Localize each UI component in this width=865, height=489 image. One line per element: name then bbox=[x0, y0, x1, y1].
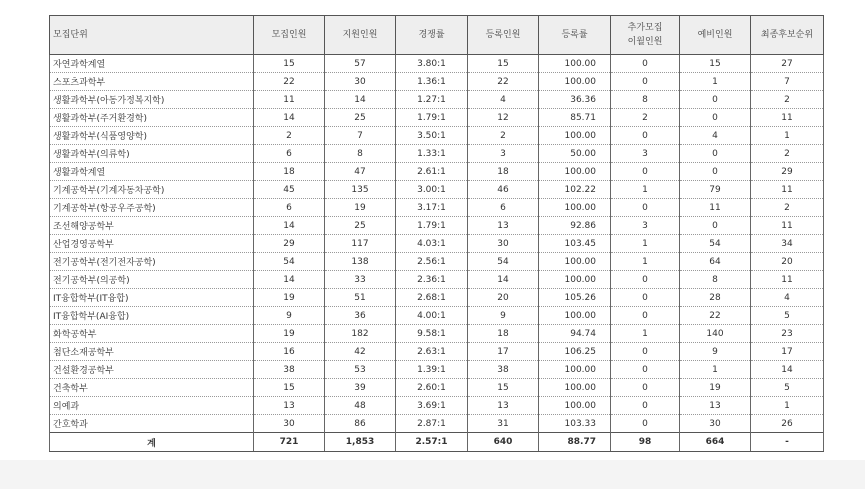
table-cell: 3.50:1 bbox=[396, 127, 468, 145]
table-cell: 5 bbox=[751, 379, 824, 397]
table-cell: 2.60:1 bbox=[396, 379, 468, 397]
table-cell: 2 bbox=[468, 127, 539, 145]
table-cell: 22 bbox=[680, 307, 751, 325]
table-cell: 105.26 bbox=[539, 289, 611, 307]
table-cell: 18 bbox=[468, 163, 539, 181]
table-row bbox=[50, 55, 824, 73]
total-cell: 640 bbox=[468, 433, 539, 452]
table-cell: 19 bbox=[325, 199, 396, 217]
table-cell: 2.87:1 bbox=[396, 415, 468, 433]
table-cell: 1 bbox=[751, 397, 824, 415]
table-cell: 30 bbox=[680, 415, 751, 433]
table-cell: 23 bbox=[751, 325, 824, 343]
table-cell: 138 bbox=[325, 253, 396, 271]
table-cell: 26 bbox=[751, 415, 824, 433]
table-cell: 0 bbox=[611, 73, 680, 91]
table-row bbox=[50, 73, 824, 91]
table-cell: 2 bbox=[751, 91, 824, 109]
table-cell: 4 bbox=[751, 289, 824, 307]
table-cell: 54 bbox=[680, 235, 751, 253]
table-cell: 14 bbox=[325, 91, 396, 109]
table-cell: 6 bbox=[254, 199, 325, 217]
table-cell: 1 bbox=[611, 253, 680, 271]
table-cell: 2 bbox=[611, 109, 680, 127]
table-cell: 1.27:1 bbox=[396, 91, 468, 109]
table-cell: 0 bbox=[611, 163, 680, 181]
table-cell: 100.00 bbox=[539, 199, 611, 217]
header-unit: 모집단위 bbox=[50, 16, 254, 55]
table-cell: 3.17:1 bbox=[396, 199, 468, 217]
table-cell: 1 bbox=[751, 127, 824, 145]
table-cell: 0 bbox=[611, 361, 680, 379]
table-cell: 29 bbox=[751, 163, 824, 181]
row-unit-name: 전기공학부(의공학) bbox=[50, 271, 254, 289]
table-cell: 0 bbox=[611, 343, 680, 361]
row-unit-name: 생활과학부(아동가정복지학) bbox=[50, 91, 254, 109]
table-cell: 102.22 bbox=[539, 181, 611, 199]
header-quota: 모집인원 bbox=[254, 16, 325, 55]
row-unit-name: 전기공학부(전기전자공학) bbox=[50, 253, 254, 271]
table-cell: 103.33 bbox=[539, 415, 611, 433]
table-row bbox=[50, 289, 824, 307]
table-cell: 13 bbox=[468, 217, 539, 235]
table-cell: 38 bbox=[254, 361, 325, 379]
table-body bbox=[50, 55, 824, 452]
table-cell: 13 bbox=[468, 397, 539, 415]
table-cell: 12 bbox=[468, 109, 539, 127]
table-cell: 7 bbox=[751, 73, 824, 91]
table-cell: 100.00 bbox=[539, 55, 611, 73]
table-cell: 8 bbox=[325, 145, 396, 163]
table-cell: 100.00 bbox=[539, 73, 611, 91]
row-unit-name: 화학공학부 bbox=[50, 325, 254, 343]
table-cell: 14 bbox=[254, 109, 325, 127]
table-cell: 1.39:1 bbox=[396, 361, 468, 379]
table-cell: 85.71 bbox=[539, 109, 611, 127]
table-cell: 86 bbox=[325, 415, 396, 433]
table-cell: 3 bbox=[611, 217, 680, 235]
row-unit-name: 생활과학부(의류학) bbox=[50, 145, 254, 163]
table-row bbox=[50, 253, 824, 271]
total-cell: 664 bbox=[680, 433, 751, 452]
table-cell: 2.63:1 bbox=[396, 343, 468, 361]
table-cell: 100.00 bbox=[539, 307, 611, 325]
total-label: 계 bbox=[50, 433, 254, 452]
table-cell: 100.00 bbox=[539, 379, 611, 397]
table-cell: 30 bbox=[468, 235, 539, 253]
table-cell: 31 bbox=[468, 415, 539, 433]
table-cell: 2 bbox=[751, 145, 824, 163]
table-cell: 182 bbox=[325, 325, 396, 343]
table-cell: 13 bbox=[254, 397, 325, 415]
table-cell: 64 bbox=[680, 253, 751, 271]
table-cell: 15 bbox=[254, 55, 325, 73]
table-cell: 15 bbox=[254, 379, 325, 397]
table-cell: 100.00 bbox=[539, 397, 611, 415]
table-cell: 33 bbox=[325, 271, 396, 289]
table-cell: 8 bbox=[680, 271, 751, 289]
total-cell: 2.57:1 bbox=[396, 433, 468, 452]
table-cell: 20 bbox=[468, 289, 539, 307]
table-cell: 100.00 bbox=[539, 163, 611, 181]
table-cell: 20 bbox=[751, 253, 824, 271]
table-cell: 30 bbox=[254, 415, 325, 433]
table-cell: 46 bbox=[468, 181, 539, 199]
table-cell: 29 bbox=[254, 235, 325, 253]
row-unit-name: 기계공학부(기계자동차공학) bbox=[50, 181, 254, 199]
row-unit-name: 자연과학계열 bbox=[50, 55, 254, 73]
table-cell: 25 bbox=[325, 109, 396, 127]
table-row bbox=[50, 181, 824, 199]
table-cell: 53 bbox=[325, 361, 396, 379]
table-cell: 100.00 bbox=[539, 127, 611, 145]
table-cell: 13 bbox=[680, 397, 751, 415]
admission-results-table bbox=[49, 15, 824, 452]
row-unit-name: 산업경영공학부 bbox=[50, 235, 254, 253]
table-cell: 17 bbox=[751, 343, 824, 361]
table-cell: 0 bbox=[680, 163, 751, 181]
header-carryover: 추가모집 이월인원 bbox=[611, 16, 680, 55]
table-row bbox=[50, 235, 824, 253]
table-cell: 1.79:1 bbox=[396, 109, 468, 127]
table-cell: 16 bbox=[254, 343, 325, 361]
total-cell: 98 bbox=[611, 433, 680, 452]
table-cell: 11 bbox=[680, 199, 751, 217]
table-cell: 92.86 bbox=[539, 217, 611, 235]
table-cell: 17 bbox=[468, 343, 539, 361]
table-cell: 2 bbox=[751, 199, 824, 217]
table-row bbox=[50, 325, 824, 343]
table-cell: 22 bbox=[254, 73, 325, 91]
table-row bbox=[50, 271, 824, 289]
table-cell: 11 bbox=[751, 181, 824, 199]
total-cell: 88.77 bbox=[539, 433, 611, 452]
table-cell: 14 bbox=[254, 217, 325, 235]
table-row bbox=[50, 379, 824, 397]
table-cell: 0 bbox=[680, 109, 751, 127]
table-cell: 9 bbox=[468, 307, 539, 325]
table-cell: 15 bbox=[468, 55, 539, 73]
header-enrolled: 등록인원 bbox=[468, 16, 539, 55]
table-cell: 1 bbox=[680, 73, 751, 91]
table-cell: 135 bbox=[325, 181, 396, 199]
table-cell: 9 bbox=[680, 343, 751, 361]
table-cell: 1.36:1 bbox=[396, 73, 468, 91]
table-cell: 50.00 bbox=[539, 145, 611, 163]
table-cell: 27 bbox=[751, 55, 824, 73]
row-unit-name: 건설환경공학부 bbox=[50, 361, 254, 379]
table-cell: 19 bbox=[254, 325, 325, 343]
table-cell: 3.00:1 bbox=[396, 181, 468, 199]
table-row bbox=[50, 91, 824, 109]
table-cell: 0 bbox=[611, 415, 680, 433]
table-cell: 6 bbox=[468, 199, 539, 217]
table-cell: 39 bbox=[325, 379, 396, 397]
table-cell: 3 bbox=[611, 145, 680, 163]
table-cell: 0 bbox=[611, 199, 680, 217]
table-cell: 18 bbox=[254, 163, 325, 181]
table-cell: 0 bbox=[611, 397, 680, 415]
table-cell: 100.00 bbox=[539, 361, 611, 379]
table-cell: 4 bbox=[680, 127, 751, 145]
table-cell: 4.00:1 bbox=[396, 307, 468, 325]
table-row bbox=[50, 145, 824, 163]
table-cell: 45 bbox=[254, 181, 325, 199]
table-cell: 6 bbox=[254, 145, 325, 163]
table-cell: 0 bbox=[611, 379, 680, 397]
table-cell: 22 bbox=[468, 73, 539, 91]
table-row bbox=[50, 415, 824, 433]
table-cell: 3 bbox=[468, 145, 539, 163]
table-cell: 1 bbox=[611, 181, 680, 199]
row-unit-name: 간호학과 bbox=[50, 415, 254, 433]
table-cell: 103.45 bbox=[539, 235, 611, 253]
header-applicants: 지원인원 bbox=[325, 16, 396, 55]
table-cell: 8 bbox=[611, 91, 680, 109]
table-cell: 4 bbox=[468, 91, 539, 109]
table-row bbox=[50, 217, 824, 235]
table-header-row bbox=[50, 16, 824, 55]
table-cell: 15 bbox=[680, 55, 751, 73]
table-cell: 51 bbox=[325, 289, 396, 307]
table-row bbox=[50, 199, 824, 217]
table-cell: 94.74 bbox=[539, 325, 611, 343]
table-cell: 0 bbox=[680, 145, 751, 163]
table-cell: 0 bbox=[611, 289, 680, 307]
total-row bbox=[50, 433, 824, 452]
table-cell: 25 bbox=[325, 217, 396, 235]
table-cell: 100.00 bbox=[539, 271, 611, 289]
table-row bbox=[50, 343, 824, 361]
row-unit-name: IT융합학부(AI융합) bbox=[50, 307, 254, 325]
table-cell: 100.00 bbox=[539, 253, 611, 271]
table-cell: 0 bbox=[611, 271, 680, 289]
table-cell: 1 bbox=[611, 325, 680, 343]
table-cell: 11 bbox=[751, 271, 824, 289]
total-cell: 1,853 bbox=[325, 433, 396, 452]
table-cell: 1.79:1 bbox=[396, 217, 468, 235]
table-cell: 19 bbox=[254, 289, 325, 307]
header-competition-rate: 경쟁률 bbox=[396, 16, 468, 55]
table-row bbox=[50, 127, 824, 145]
table-cell: 0 bbox=[611, 55, 680, 73]
table-cell: 54 bbox=[468, 253, 539, 271]
table-cell: 57 bbox=[325, 55, 396, 73]
table-cell: 5 bbox=[751, 307, 824, 325]
table-cell: 11 bbox=[751, 109, 824, 127]
table-cell: 19 bbox=[680, 379, 751, 397]
table-cell: 117 bbox=[325, 235, 396, 253]
table-cell: 3.69:1 bbox=[396, 397, 468, 415]
table-cell: 34 bbox=[751, 235, 824, 253]
table-cell: 2.36:1 bbox=[396, 271, 468, 289]
table-cell: 36.36 bbox=[539, 91, 611, 109]
table-cell: 0 bbox=[680, 91, 751, 109]
row-unit-name: 생활과학계열 bbox=[50, 163, 254, 181]
table-cell: 106.25 bbox=[539, 343, 611, 361]
table-cell: 9 bbox=[254, 307, 325, 325]
table-cell: 2 bbox=[254, 127, 325, 145]
table-cell: 1.33:1 bbox=[396, 145, 468, 163]
row-unit-name: 기계공학부(항공우주공학) bbox=[50, 199, 254, 217]
table-cell: 0 bbox=[611, 307, 680, 325]
table-cell: 30 bbox=[325, 73, 396, 91]
table-cell: 2.56:1 bbox=[396, 253, 468, 271]
row-unit-name: 건축학부 bbox=[50, 379, 254, 397]
table-cell: 28 bbox=[680, 289, 751, 307]
row-unit-name: 생활과학부(주거환경학) bbox=[50, 109, 254, 127]
table-cell: 2.68:1 bbox=[396, 289, 468, 307]
row-unit-name: IT융합학부(IT융합) bbox=[50, 289, 254, 307]
table-cell: 42 bbox=[325, 343, 396, 361]
header-waitlist: 예비인원 bbox=[680, 16, 751, 55]
table-cell: 11 bbox=[254, 91, 325, 109]
table-cell: 48 bbox=[325, 397, 396, 415]
table-row bbox=[50, 163, 824, 181]
table-cell: 38 bbox=[468, 361, 539, 379]
table-cell: 79 bbox=[680, 181, 751, 199]
table-cell: 140 bbox=[680, 325, 751, 343]
table-cell: 1 bbox=[611, 235, 680, 253]
header-enrollment-rate: 등록률 bbox=[539, 16, 611, 55]
table-cell: 18 bbox=[468, 325, 539, 343]
table-cell: 14 bbox=[254, 271, 325, 289]
table-cell: 11 bbox=[751, 217, 824, 235]
row-unit-name: 의예과 bbox=[50, 397, 254, 415]
table-cell: 1 bbox=[680, 361, 751, 379]
table-cell: 36 bbox=[325, 307, 396, 325]
row-unit-name: 조선해양공학부 bbox=[50, 217, 254, 235]
table-cell: 9.58:1 bbox=[396, 325, 468, 343]
table-cell: 54 bbox=[254, 253, 325, 271]
table-row bbox=[50, 307, 824, 325]
table-row bbox=[50, 361, 824, 379]
table-cell: 2.61:1 bbox=[396, 163, 468, 181]
table-cell: 0 bbox=[611, 127, 680, 145]
table-cell: 7 bbox=[325, 127, 396, 145]
table-cell: 14 bbox=[751, 361, 824, 379]
table-cell: 4.03:1 bbox=[396, 235, 468, 253]
header-final-rank: 최종후보순위 bbox=[751, 16, 824, 55]
table-row bbox=[50, 109, 824, 127]
table-cell: 15 bbox=[468, 379, 539, 397]
total-cell: - bbox=[751, 433, 824, 452]
row-unit-name: 생활과학부(식품영양학) bbox=[50, 127, 254, 145]
table-cell: 14 bbox=[468, 271, 539, 289]
table-cell: 47 bbox=[325, 163, 396, 181]
row-unit-name: 스포츠과학부 bbox=[50, 73, 254, 91]
total-cell: 721 bbox=[254, 433, 325, 452]
table-row bbox=[50, 397, 824, 415]
table-cell: 3.80:1 bbox=[396, 55, 468, 73]
row-unit-name: 첨단소재공학부 bbox=[50, 343, 254, 361]
table-cell: 0 bbox=[680, 217, 751, 235]
